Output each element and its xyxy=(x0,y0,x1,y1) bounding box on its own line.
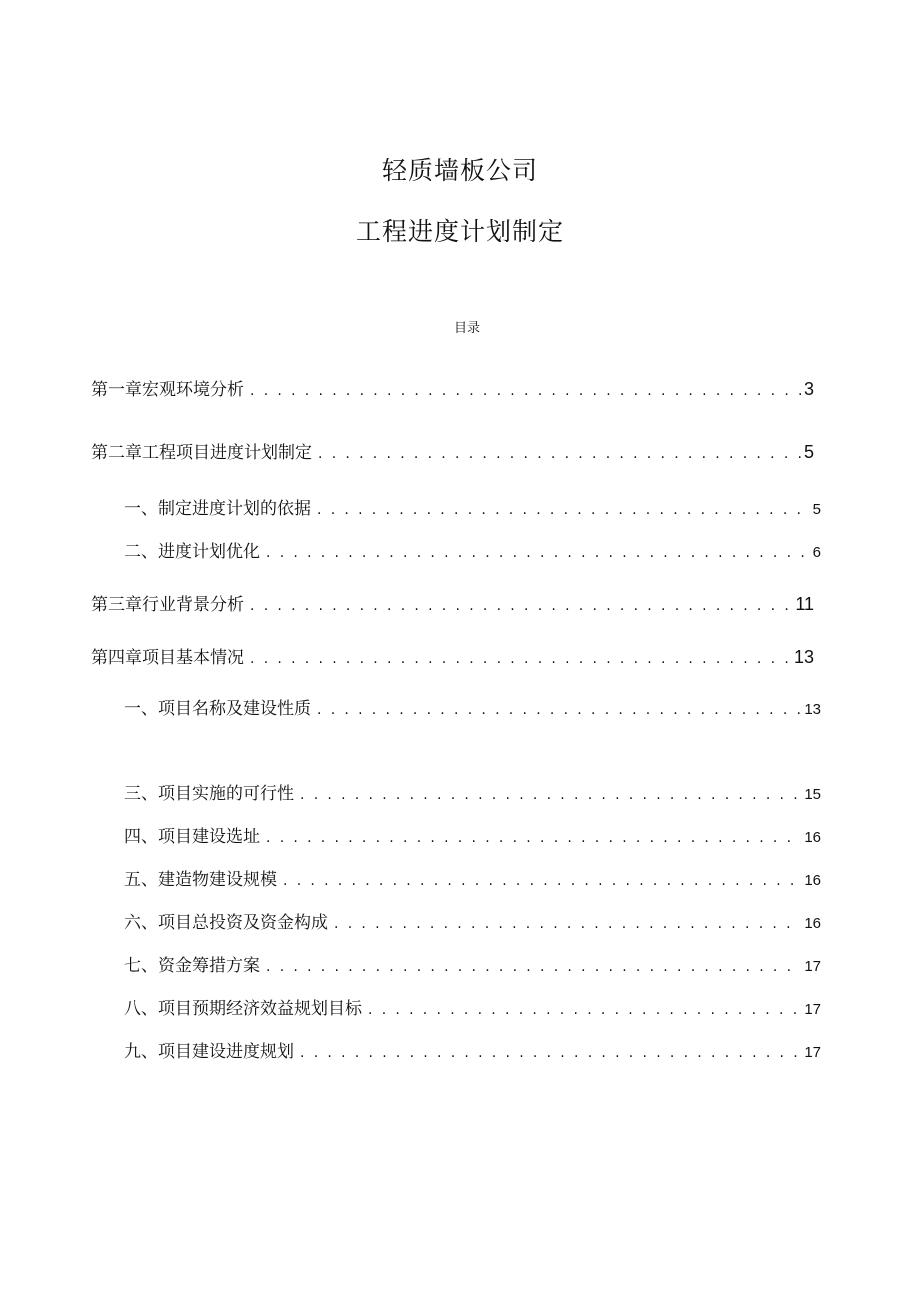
toc-page-number: 5 xyxy=(803,442,814,462)
toc-entry-section[interactable] xyxy=(124,953,821,979)
toc-entry-section[interactable] xyxy=(124,910,821,936)
toc-entry-section[interactable] xyxy=(124,824,821,850)
toc-entry-section[interactable] xyxy=(124,1039,821,1065)
toc-entry-section[interactable] xyxy=(124,496,821,522)
toc-entry-label: 四、项目建设选址 xyxy=(124,827,260,847)
document-title-subject: 工程进度计划制定 xyxy=(355,217,564,246)
toc-dot-leader xyxy=(318,441,801,467)
toc-dot-leader xyxy=(317,697,801,723)
toc-dot-leader xyxy=(368,997,801,1023)
toc-page-number: 6 xyxy=(812,544,821,561)
toc-entry-chapter-1[interactable] xyxy=(91,376,814,402)
toc-entry-label: 五、建造物建设规模 xyxy=(124,870,277,890)
toc-entry-section[interactable] xyxy=(124,867,821,893)
toc-entry-label: 第二章工程项目进度计划制定 xyxy=(91,443,312,463)
toc-entry-chapter-3[interactable] xyxy=(91,591,814,617)
toc-entry-label: 三、项目实施的可行性 xyxy=(124,784,294,804)
toc-heading: 目录 xyxy=(453,321,480,336)
toc-dot-leader xyxy=(317,497,810,523)
toc-page-number: 13 xyxy=(793,647,814,667)
toc-dot-leader xyxy=(283,868,801,894)
toc-page-number: 5 xyxy=(812,501,821,518)
toc-page-number: 17 xyxy=(804,958,821,975)
toc-page-number: 13 xyxy=(804,701,821,718)
toc-dot-leader xyxy=(334,911,801,937)
toc-page-number: 16 xyxy=(804,915,821,932)
toc-dot-leader xyxy=(300,782,801,808)
toc-entry-section[interactable] xyxy=(124,696,821,722)
toc-entry-chapter-4[interactable] xyxy=(91,644,814,670)
toc-entry-label: 第三章行业背景分析 xyxy=(91,595,244,615)
toc-entry-section[interactable] xyxy=(124,781,821,807)
toc-page-number: 3 xyxy=(803,379,814,399)
toc-dot-leader xyxy=(266,540,810,566)
toc-dot-leader xyxy=(250,646,791,672)
toc-page-number: 17 xyxy=(804,1044,821,1061)
toc-page-number: 17 xyxy=(804,1001,821,1018)
toc-dot-leader xyxy=(266,954,801,980)
toc-entry-section[interactable] xyxy=(124,996,821,1022)
toc-entry-label: 七、资金筹措方案 xyxy=(124,956,260,976)
toc-entry-label: 第四章项目基本情况 xyxy=(91,648,244,668)
toc-dot-leader xyxy=(300,1040,801,1066)
toc-dot-leader xyxy=(250,378,801,404)
toc-dot-leader xyxy=(266,825,801,851)
toc-page-number: 11 xyxy=(795,594,814,614)
toc-entry-label: 第一章宏观环境分析 xyxy=(91,380,244,400)
toc-entry-label: 一、项目名称及建设性质 xyxy=(124,699,311,719)
toc-entry-section[interactable] xyxy=(124,539,821,565)
toc-entry-chapter-2[interactable] xyxy=(91,439,814,465)
document-title-company: 轻质墙板公司 xyxy=(381,156,538,185)
toc-dot-leader xyxy=(250,593,792,619)
toc-page-number: 16 xyxy=(804,829,821,846)
toc-page-number: 15 xyxy=(804,786,821,803)
toc-entry-label: 二、进度计划优化 xyxy=(124,542,260,562)
toc-entry-label: 六、项目总投资及资金构成 xyxy=(124,913,328,933)
toc-entry-label: 一、制定进度计划的依据 xyxy=(124,499,311,519)
toc-page-number: 16 xyxy=(804,872,821,889)
toc-entry-label: 八、项目预期经济效益规划目标 xyxy=(124,999,362,1019)
toc-entry-label: 九、项目建设进度规划 xyxy=(124,1042,294,1062)
